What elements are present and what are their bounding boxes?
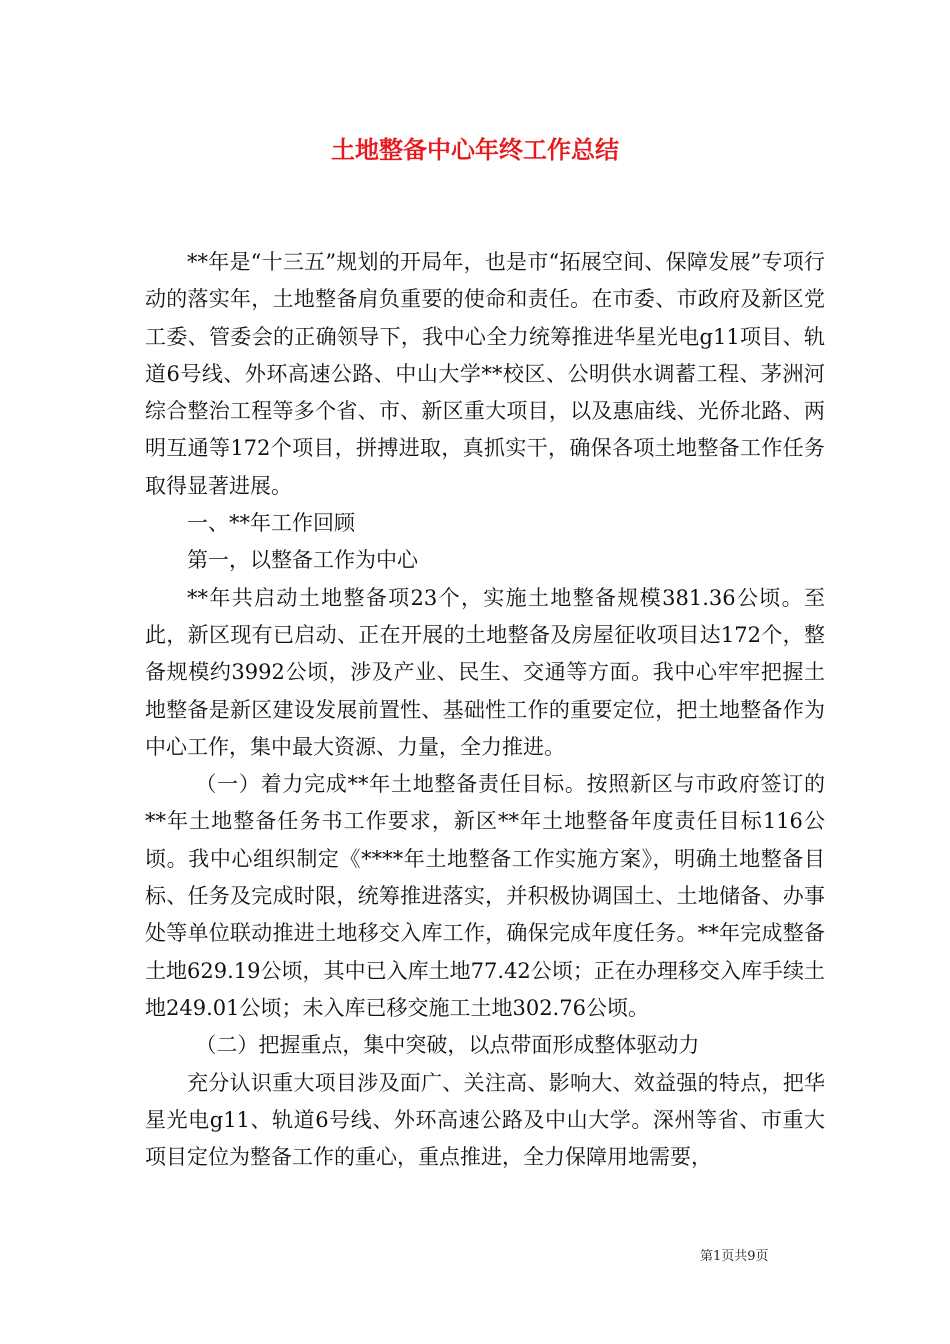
paragraph-intro: **年是“十三五”规划的开局年，也是市“拓展空间、保障发展”专项行动的落实年，土地整备肩负重要的使命和责任。在市委、市政府及新区党工委、管委会的正确领导下，我中心全力统筹推进华星光电g11项目、轨道6号线、外环高速公路、中山大学**校区、公明供水调蓄工程、茅洲河综合整治工程等多个省、市、新区重大项目，以及惠庙线、光侨北路、两明互通等172个项目，拼搏进取，真抓实干，确保各项土地整备工作任务取得显著进展。	[145, 250, 825, 498]
subsection-heading: 第一，以整备工作为中心	[187, 548, 418, 573]
document-title: 土地整备中心年终工作总结	[331, 135, 619, 164]
paragraph-major-projects: 充分认识重大项目涉及面广、关注高、影响大、效益强的特点，把华星光电g11、轨道6号线、外环高速公路及中山大学。深州等省、市重大项目定位为整备工作的重心，重点推进，全力保障用地需要，	[145, 1070, 825, 1170]
paragraph-target: （一）着力完成**年土地整备责任目标。按照新区与市政府签订的**年土地整备任务书工作要求，新区**年土地整备年度责任目标116公顷。我中心组织制定《****年土地整备工作实施方案》，明确土地整备目标、任务及完成时限，统筹推进落实，并积极协调国土、土地储备、办事处等单位联动推进土地移交入库工作，确保完成年度任务。**年完成整备土地629.19公顷，其中已入库土地77.42公顷；正在办理移交入库手续土地249.01公顷；未入库已移交施工土地302.76公顷。	[145, 772, 825, 1020]
page-number: 第1页共9页	[700, 1249, 769, 1264]
document-body	[145, 244, 825, 1176]
paragraph-land-scale: **年共启动土地整备项23个，实施土地整备规模381.36公顷。至此，新区现有已启动、正在开展的土地整备及房屋征收项目达172个，整备规模约3992公顷，涉及产业、民生、交通等方面。我中心牢牢把握土地整备是新区建设发展前置性、基础性工作的重要定位，把土地整备作为中心工作，集中最大资源、力量，全力推进。	[145, 585, 825, 759]
section-heading: 一、**年工作回顾	[187, 511, 355, 536]
subsection-heading-key-points: （二）把握重点，集中突破，以点带面形成整体驱动力	[195, 1033, 700, 1058]
